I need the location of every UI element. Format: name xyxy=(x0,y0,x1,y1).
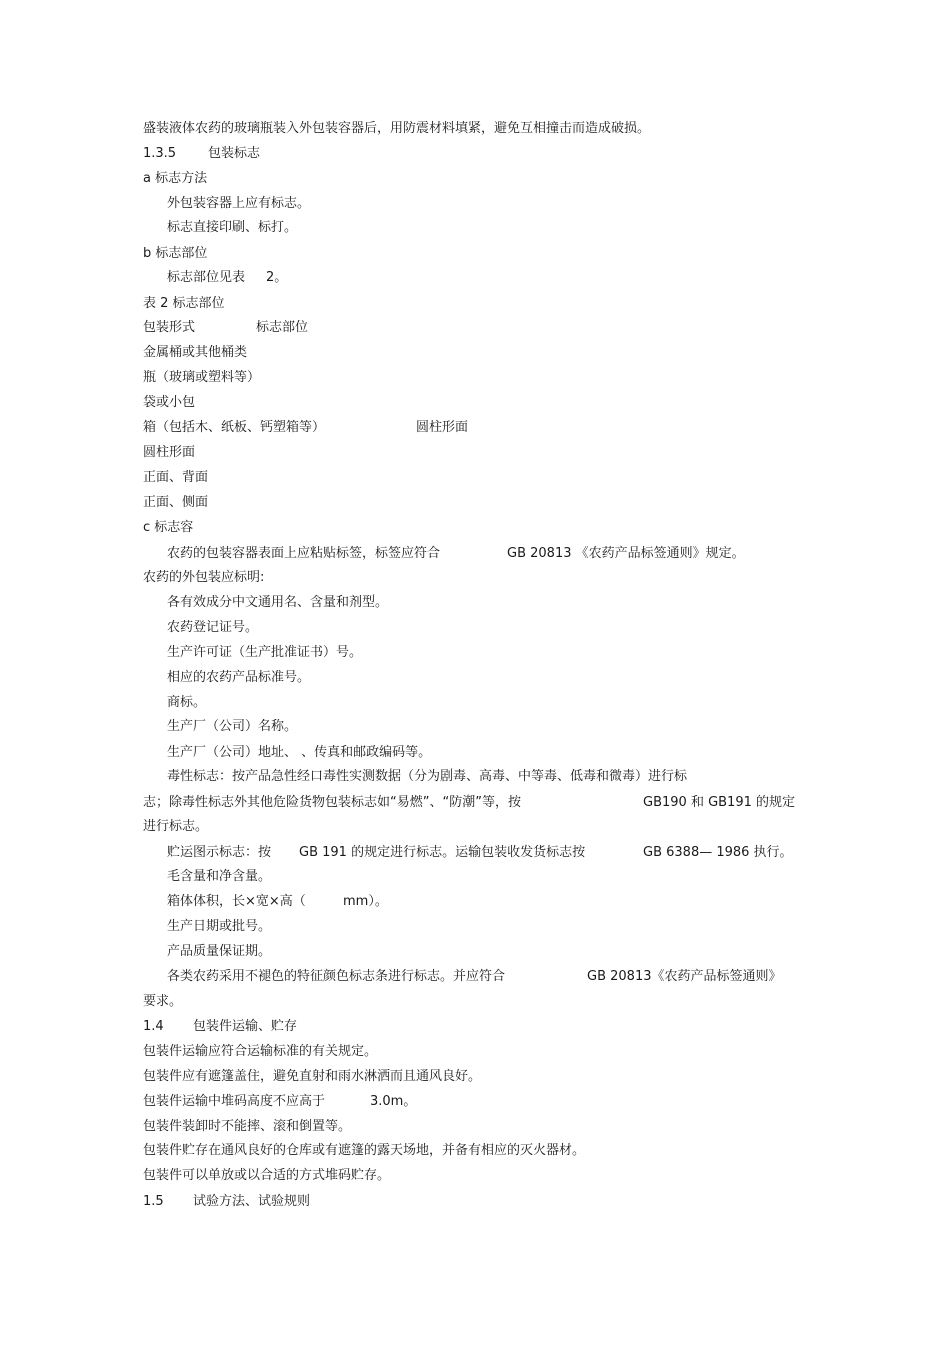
text-segment: 包装件可以单放或以合适的方式堆码贮存。 xyxy=(143,1168,391,1183)
text-segment: 生产许可证（生产批准证书）号。 xyxy=(167,645,363,660)
text-segment: 生产厂（公司）名称。 xyxy=(167,719,298,734)
text-segment: 表 2 标志部位 xyxy=(143,296,225,311)
text-segment: 产品质量保证期。 xyxy=(167,944,272,959)
text-segment: GB 6388— 1986 执行。 xyxy=(643,845,793,860)
text-segment: 1.4 xyxy=(143,1019,164,1034)
text-segment: 相应的农药产品标准号。 xyxy=(167,670,311,685)
text-segment: GB 191 的规定进行标志。运输包装收发货标志按 xyxy=(299,845,586,860)
text-segment: a 标志方法 xyxy=(143,171,208,186)
text-segment: 正面、背面 xyxy=(143,470,209,485)
text-segment: b 标志部位 xyxy=(143,246,208,261)
text-segment: 包装件运输、贮存 xyxy=(193,1019,298,1034)
text-segment: 包装件运输中堆码高度不应高于 xyxy=(143,1094,326,1109)
text-segment: 1.5 xyxy=(143,1194,164,1209)
text-segment: GB190 和 GB191 的规定 xyxy=(643,795,796,810)
text-segment: 圆柱形面 xyxy=(143,445,196,460)
text-segment: 各类农药采用不褪色的特征颜色标志条进行标志。并应符合 xyxy=(167,969,506,984)
text-segment: 试验方法、试验规则 xyxy=(193,1194,311,1209)
text-segment: 标志部位见表 xyxy=(167,270,246,285)
text-segment: 箱（包括木、纸板、钙塑箱等） xyxy=(143,420,326,435)
text-segment: 箱体体积，长×宽×高（ xyxy=(167,894,306,909)
text-segment: GB 20813《农药产品标签通则》 xyxy=(587,969,782,984)
text-segment: 2。 xyxy=(266,270,288,285)
text-segment: 生产厂（公司）地址、 、传真和邮政编码等。 xyxy=(167,745,432,760)
text-segment: 标志部位 xyxy=(256,320,309,335)
text-segment: 农药的包装容器表面上应粘贴标签，标签应符合 xyxy=(167,546,441,561)
text-segment: 袋或小包 xyxy=(143,395,196,410)
text-segment: 各有效成分中文通用名、含量和剂型。 xyxy=(167,595,389,610)
text-segment: 进行标志。 xyxy=(143,819,209,834)
text-segment: 包装件应有遮篷盖住，避免直射和雨水淋洒而且通风良好。 xyxy=(143,1069,482,1084)
text-segment: GB 20813 《农药产品标签通则》规定。 xyxy=(507,546,745,561)
text-segment: 志；除毒性标志外其他危险货物包装标志如“易燃”、“防潮”等，按 xyxy=(143,795,521,810)
text-segment: 包装件运输应符合运输标准的有关规定。 xyxy=(143,1044,378,1059)
text-segment: 农药登记证号。 xyxy=(167,620,259,635)
text-segment: 包装件贮存在通风良好的仓库或有遮篷的露天场地，并备有相应的灭火器材。 xyxy=(143,1143,586,1158)
text-segment: 金属桶或其他桶类 xyxy=(143,345,248,360)
text-segment: 1.3.5 xyxy=(143,146,177,161)
text-segment: 标志直接印刷、标打。 xyxy=(167,220,298,235)
text-segment: 包装件装卸时不能摔、滚和倒置等。 xyxy=(143,1119,352,1134)
text-segment: 要求。 xyxy=(143,994,183,1009)
text-segment: 正面、侧面 xyxy=(143,495,209,510)
text-segment: 毒性标志：按产品急性经口毒性实测数据（分为剧毒、高毒、中等毒、低毒和微毒）进行标 xyxy=(167,769,688,784)
text-segment: 圆柱形面 xyxy=(416,420,469,435)
text-segment: c 标志容 xyxy=(143,520,194,535)
text-segment: mm）。 xyxy=(343,894,388,909)
text-segment: 3.0m。 xyxy=(370,1094,417,1109)
text-segment: 外包装容器上应有标志。 xyxy=(167,196,311,211)
text-segment: 农药的外包装应标明: xyxy=(143,570,265,585)
text-segment: 包装形式 xyxy=(143,320,196,335)
text-segment: 生产日期或批号。 xyxy=(167,919,272,934)
text-segment: 盛装液体农药的玻璃瓶装入外包装容器后，用防震材料填紧，避免互相撞击而造成破损。 xyxy=(143,121,651,136)
text-segment: 毛含量和净含量。 xyxy=(167,869,272,884)
text-segment: 贮运图示标志：按 xyxy=(167,845,272,860)
text-segment: 包装标志 xyxy=(208,146,261,161)
text-segment: 瓶（玻璃或塑料等） xyxy=(143,370,261,385)
text-segment: 商标。 xyxy=(167,695,207,710)
